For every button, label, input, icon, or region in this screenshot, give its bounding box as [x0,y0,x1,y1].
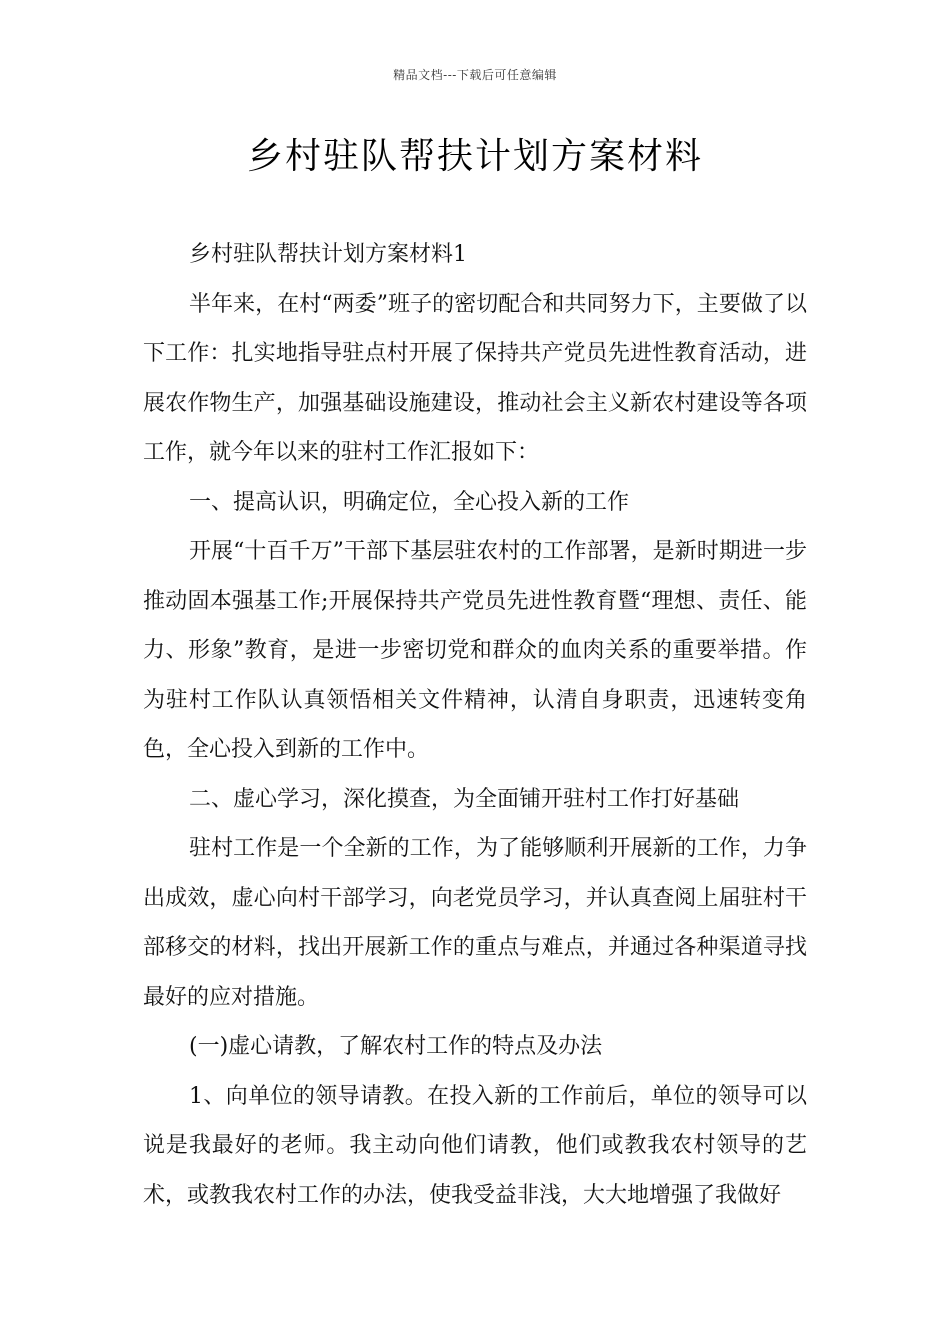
paragraph-two: 驻村工作是一个全新的工作，为了能够顺利开展新的工作，力争出成效，虚心向村干部学习，向老党员学习，并认真查阅上届驻村干部移交的材料，找出开展新工作的重点与难点，并通过各种渠道寻找最好的应对措施。 [143,836,807,1010]
section-heading-one: 一、提高认识，明确定位，全心投入新的工作 [189,489,630,515]
header-note: 精品文档---下载后可任意编辑 [393,68,557,82]
subsection-heading: (一)虚心请教，了解农村工作的特点及办法 [189,1034,603,1059]
paragraph-intro: 半年来，在村“两委”班子的密切配合和共同努力下，主要做了以下工作：扎实地指导驻点村开展了保持共产党员先进性教育活动，进展农作物生产，加强基础设施建设，推动社会主义新农村建设等各项工作，就今年以来的驻村工作汇报如下： [143,291,807,465]
section-heading-two: 二、虚心学习，深化摸查，为全面铺开驻村工作打好基础 [189,786,740,812]
paragraph-one: 开展“十百千万”干部下基层驻农村的工作部署，是新时期进一步推动固本强基工作;开展保持共产党员先进性教育暨“理想、责任、能力、形象”教育，是进一步密切党和群众的血肉关系的重要举措。作为驻村工作队认真领悟相关文件精神，认清自身职责，迅速转变角色，全心投入到新的工作中。 [143,539,807,762]
section-heading-1: 乡村驻队帮扶计划方案材料1 [189,242,467,267]
document-title: 乡村驻队帮扶计划方案材料 [246,136,703,177]
document-body [143,230,807,1220]
paragraph-three: 1、向单位的领导请教。在投入新的工作前后，单位的领导可以说是我最好的老师。我主动向他们请教，他们或教我农村领导的艺术，或教我农村工作的办法，使我受益非浅，大大地增强了我做好 [143,1083,807,1208]
